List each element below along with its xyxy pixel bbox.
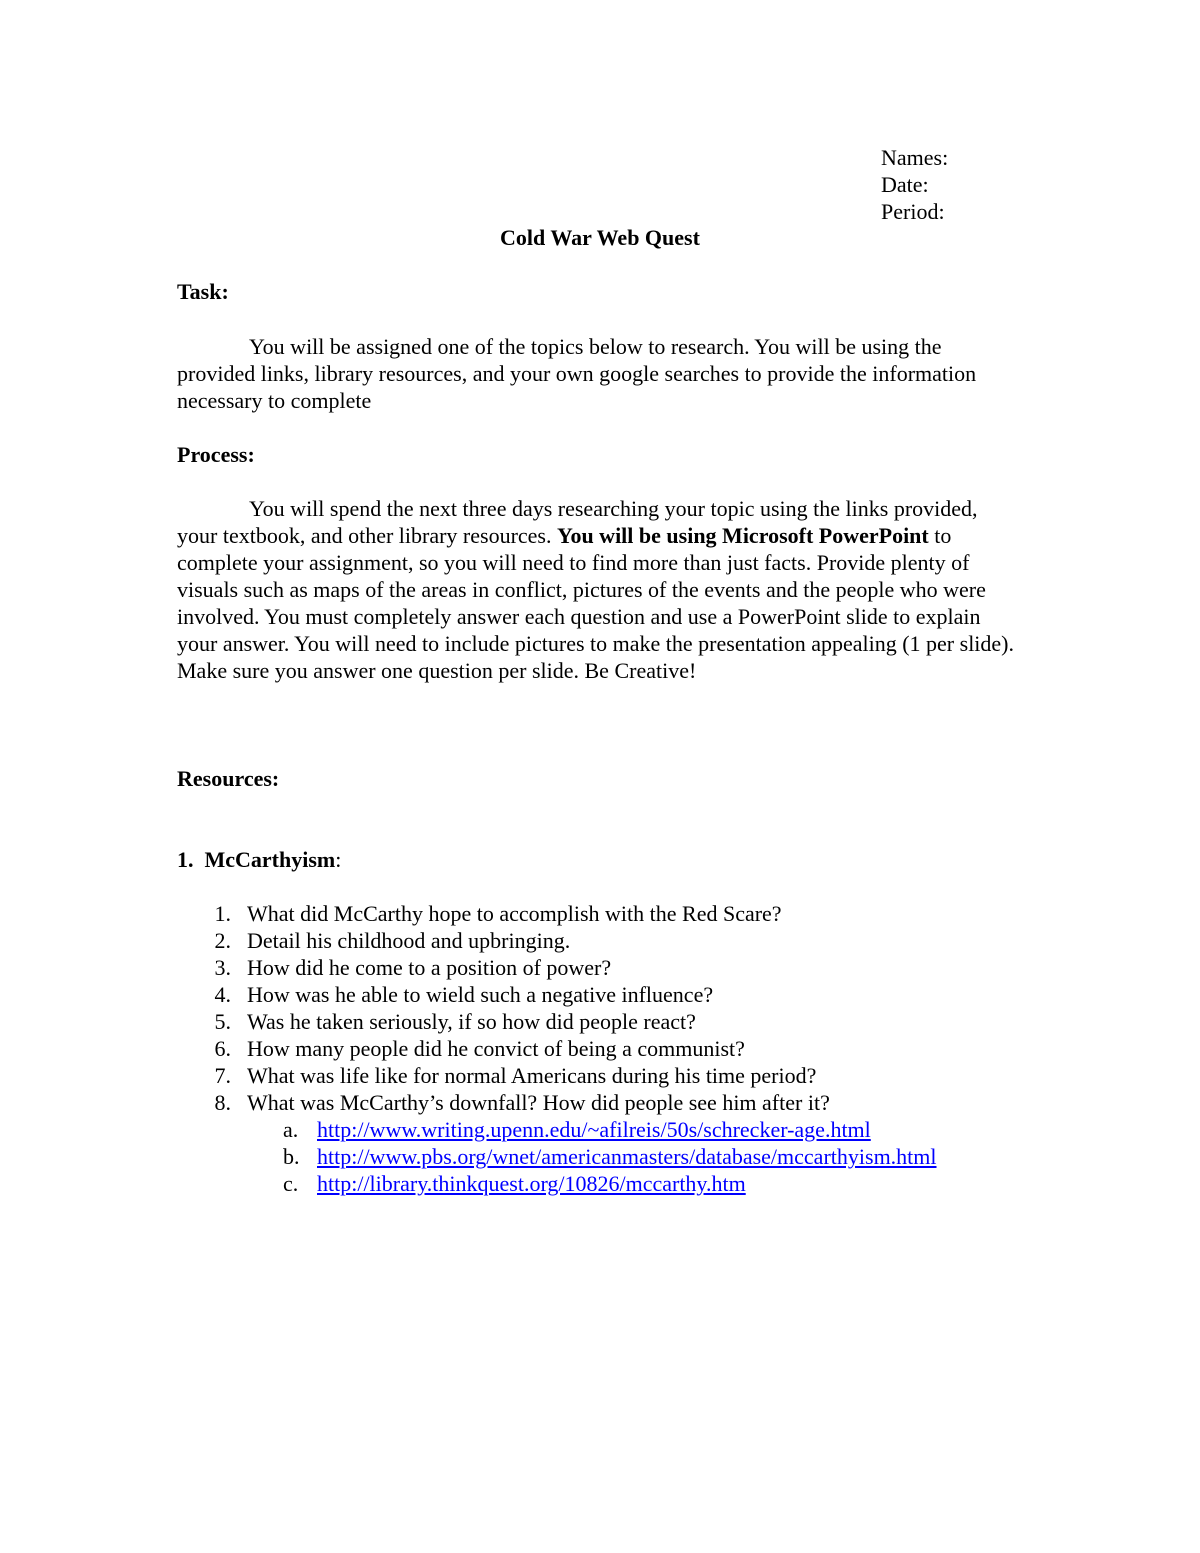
link-letter: a. xyxy=(283,1117,299,1142)
question-text: How many people did he convict of being a communist? xyxy=(247,1036,745,1061)
process-body-part1: You will spend the next three days researching your topic using the links provided, your textbook, and other library resources. xyxy=(177,496,978,548)
question-text: What was life like for normal Americans during his time period? xyxy=(247,1063,817,1088)
link-letter: c. xyxy=(283,1171,299,1196)
task-paragraph xyxy=(177,333,1017,414)
task-heading: Task: xyxy=(177,279,229,304)
document-title: Cold War Web Quest xyxy=(500,225,700,250)
section-title xyxy=(177,846,341,873)
question-text: How did he come to a position of power? xyxy=(247,955,612,980)
resource-link-thinkquest[interactable]: http://library.thinkquest.org/10826/mccarthy.htm xyxy=(317,1171,746,1196)
process-body-bold: You will be using Microsoft PowerPoint xyxy=(557,523,929,548)
process-heading: Process: xyxy=(177,442,255,467)
question-number: 6. xyxy=(214,1036,231,1061)
resources-heading: Resources: xyxy=(177,766,280,791)
period-label: Period: xyxy=(881,199,945,224)
section-number: 1. xyxy=(177,847,194,872)
process-paragraph xyxy=(177,495,1017,684)
question-number: 5. xyxy=(214,1009,231,1034)
question-number: 1. xyxy=(214,901,231,926)
process-body-part2: to complete your assignment, so you will need to find more than just facts. Provide plenty of visuals such as maps of the areas in conflict, pictures of the events and the people who were involved. You must completely answer each question and use a PowerPoint slide to explain your answer. You will need to include pictures to make the presentation appealing (1 per slide). Make sure you answer one question per slide. Be Creative! xyxy=(177,523,1015,683)
question-number: 8. xyxy=(214,1090,231,1115)
question-number: 3. xyxy=(214,955,231,980)
question-text: How was he able to wield such a negative influence? xyxy=(247,982,714,1007)
names-label: Names: xyxy=(881,145,949,170)
link-letter: b. xyxy=(283,1144,300,1169)
task-body: You will be assigned one of the topics below to research. You will be using the provided links, library resources, and your own google searches to provide the information necessary to complete xyxy=(177,334,977,413)
question-number: 4. xyxy=(214,982,231,1007)
section-colon: : xyxy=(335,847,342,872)
question-text: What did McCarthy hope to accomplish with the Red Scare? xyxy=(247,901,782,926)
question-number: 2. xyxy=(214,928,231,953)
student-info-block xyxy=(881,144,948,225)
question-number: 7. xyxy=(214,1063,231,1088)
question-text: Detail his childhood and upbringing. xyxy=(247,928,571,953)
question-text: What was McCarthy’s downfall? How did people see him after it? xyxy=(247,1090,830,1115)
question-text: Was he taken seriously, if so how did people react? xyxy=(247,1009,696,1034)
resource-link-upenn[interactable]: http://www.writing.upenn.edu/~afilreis/50s/schrecker-age.html xyxy=(317,1117,871,1142)
resource-link-pbs[interactable]: http://www.pbs.org/wnet/americanmasters/database/mccarthyism.html xyxy=(317,1144,937,1169)
section-name: McCarthyism xyxy=(204,847,336,872)
date-label: Date: xyxy=(881,172,929,197)
